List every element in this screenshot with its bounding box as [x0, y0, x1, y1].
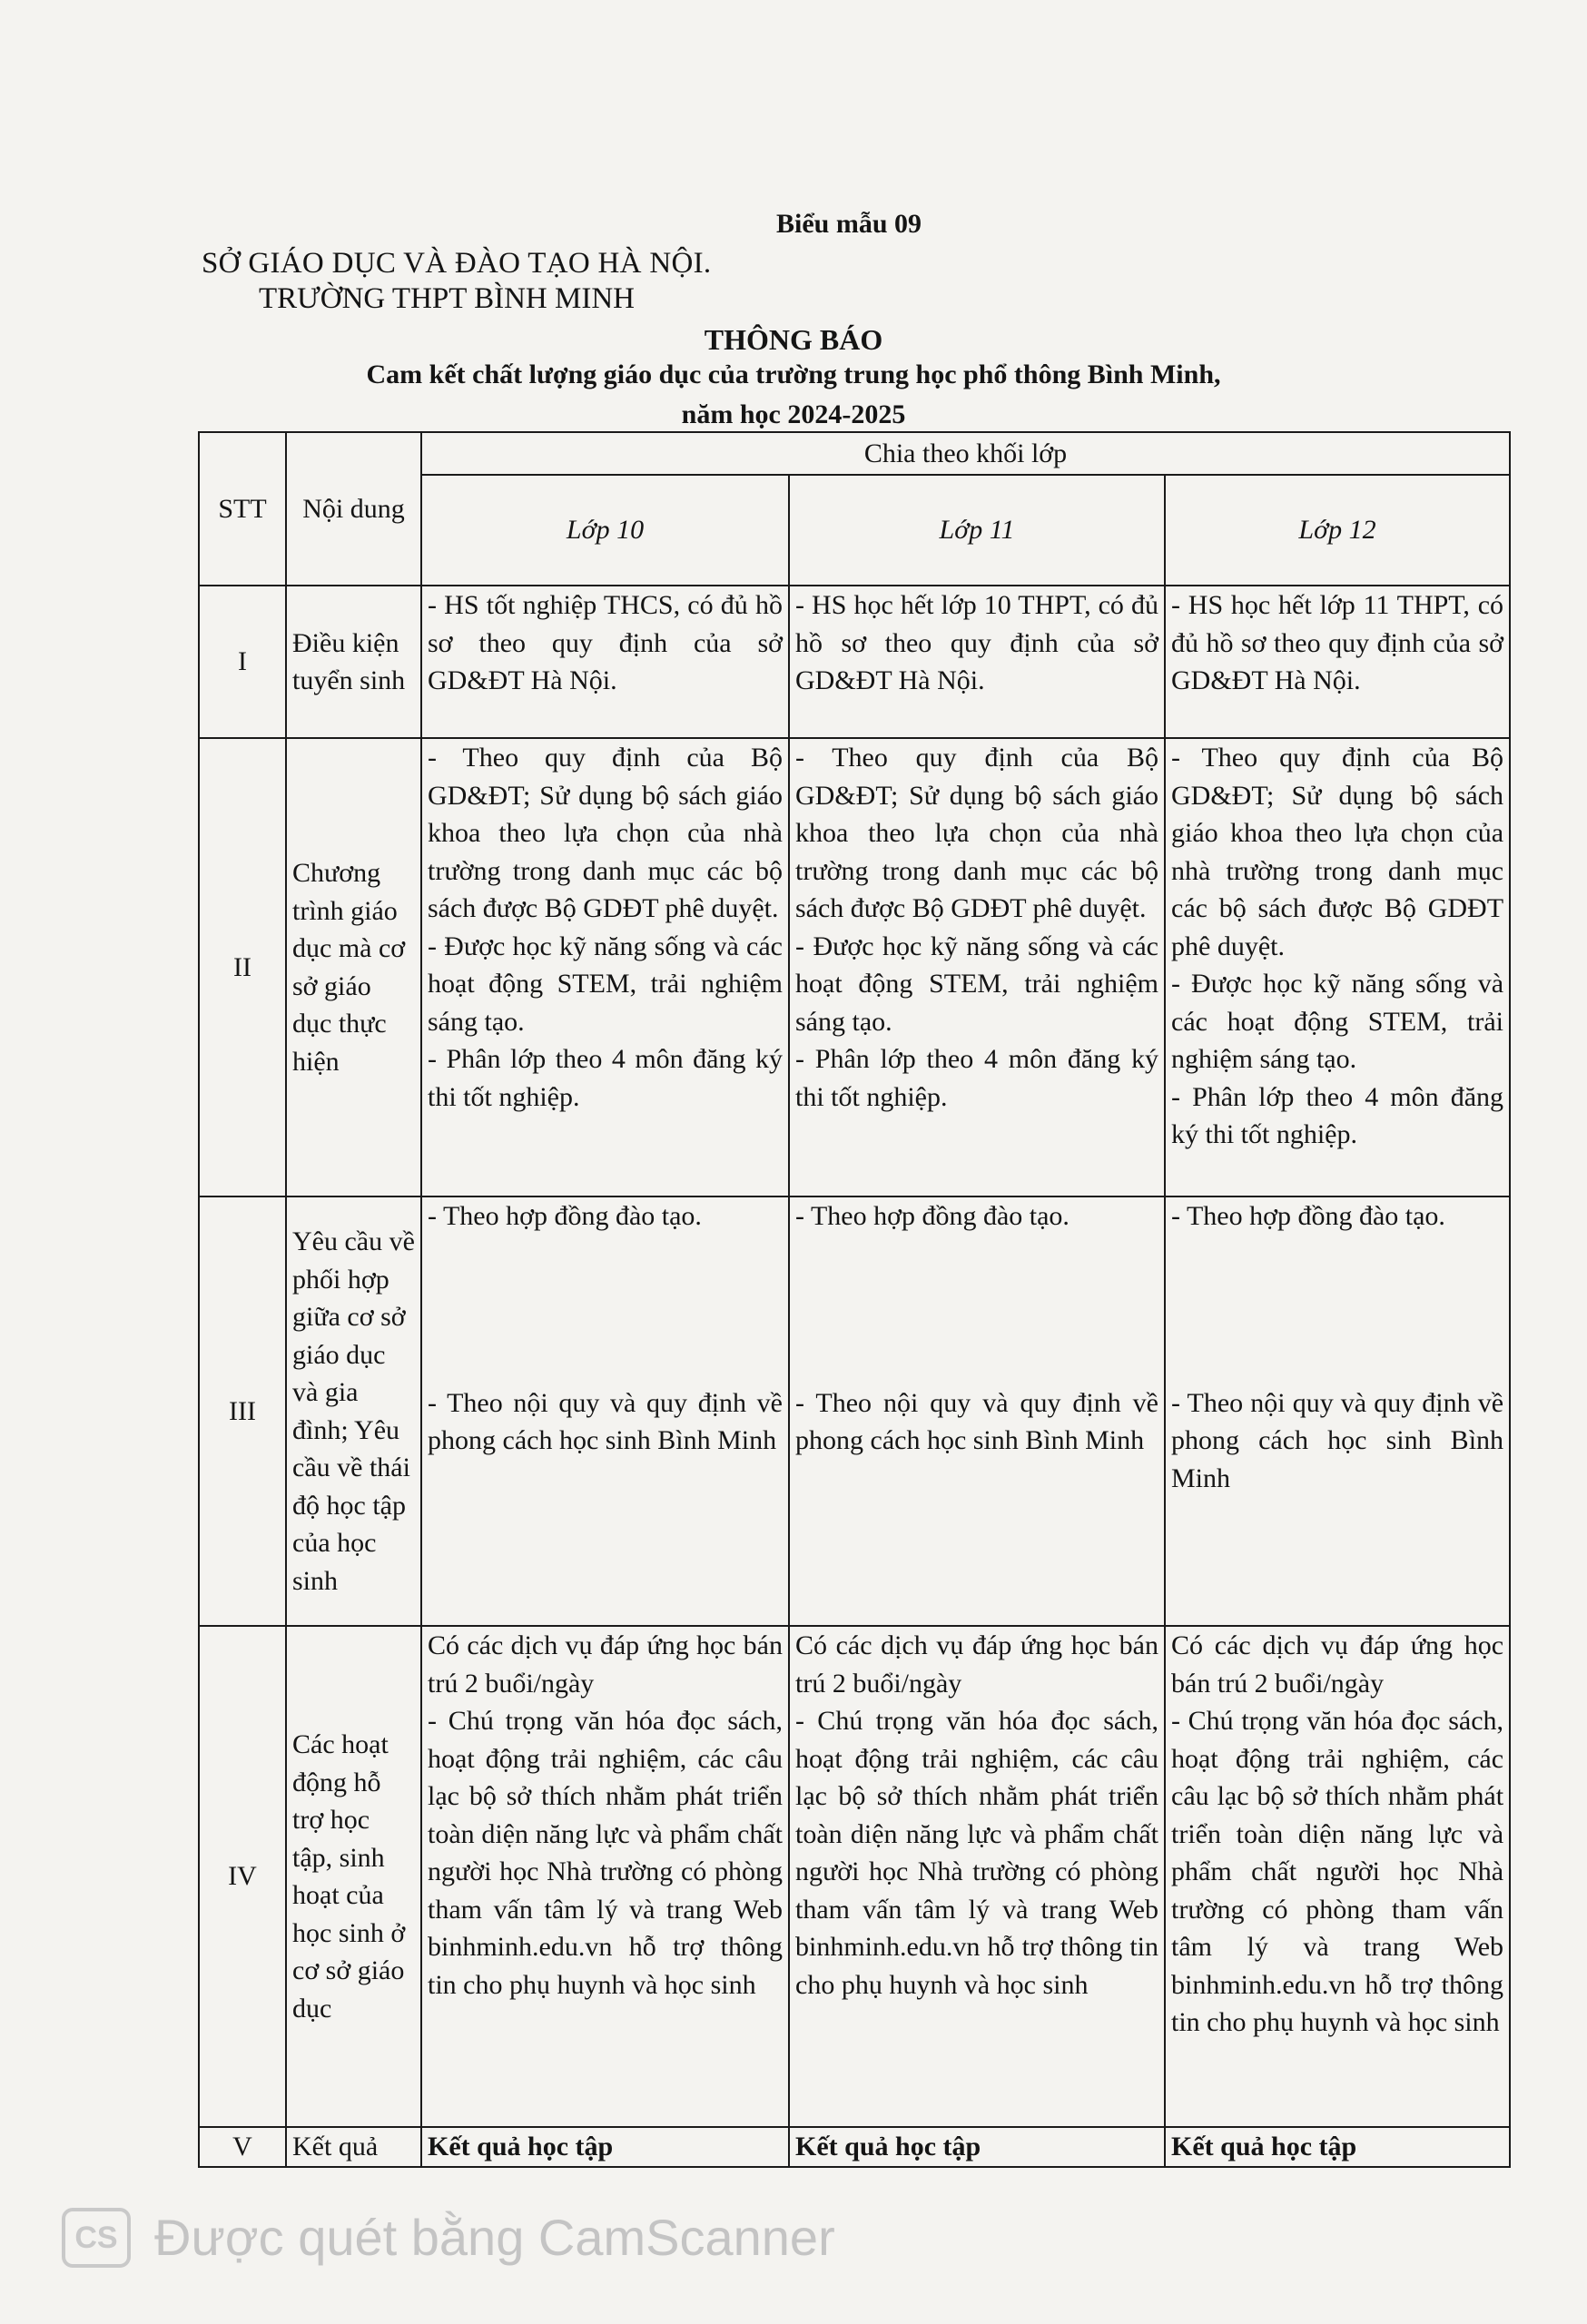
cell-grade-10: - HS tốt nghiệp THCS, có đủ hồ sơ theo quy định của sở GD&ĐT Hà Nội.	[421, 586, 789, 738]
cell-paragraph: - Theo nội quy và quy định về phong cách học sinh Bình Minh	[795, 1387, 1158, 1455]
header-grade-11: Lớp 11	[789, 475, 1165, 586]
cell-paragraph: - Theo quy định của Bộ GD&ĐT; Sử dụng bộ sách giáo khoa theo lựa chọn của nhà trường trong danh mục các bộ sách được Bộ GDĐT phê duyệt.	[795, 743, 1158, 923]
cell-grade-11: - HS học hết lớp 10 THPT, có đủ hồ sơ theo quy định của sở GD&ĐT Hà Nội.	[789, 586, 1165, 738]
row-label: Các hoạt động hỗ trợ học tập, sinh hoạt của học sinh ở cơ sở giáo dục	[286, 1626, 421, 2127]
cell-paragraph: - Phân lớp theo 4 môn đăng ký thi tốt nghiệp.	[795, 1044, 1158, 1112]
table-header-row	[199, 432, 1510, 475]
notice-subtitle: Cam kết chất lượng giáo dục của trường trung học phổ thông Bình Minh,	[366, 359, 1221, 389]
cell-paragraph: - Theo quy định của Bộ GD&ĐT; Sử dụng bộ sách giáo khoa theo lựa chọn của nhà trường trong danh mục các bộ sách được Bộ GDĐT phê duyệt.	[1171, 743, 1504, 961]
table-row	[199, 738, 1510, 1196]
cell-grade-12: - HS học hết lớp 11 THPT, có đủ hồ sơ theo quy định của sở GD&ĐT Hà Nội.	[1165, 586, 1510, 738]
row-label: Chương trình giáo dục mà cơ sở giáo dục thực hiện	[286, 738, 421, 1196]
cell-grade-10	[421, 738, 789, 1196]
cell-paragraph: Có các dịch vụ đáp ứng học bán trú 2 buổi/ngày	[1171, 1630, 1504, 1699]
cell-spacer	[795, 1236, 1158, 1310]
cell-paragraph: - Chú trọng văn hóa đọc sách, hoạt động trải nghiệm, các câu lạc bộ sở thích nhằm phát triển toàn diện năng lực và phẩm chất người học Nhà trường có phòng tham vấn tâm lý và trang Web binhminh.edu.vn hỗ trợ thông tin cho phụ huynh và học sinh	[795, 1706, 1158, 2000]
notice-year: năm học 2024-2025	[681, 399, 906, 429]
cell-spacer	[795, 1310, 1158, 1384]
cell-grade-10	[421, 1196, 789, 1626]
cell-grade-12	[1165, 1196, 1510, 1626]
table-row	[199, 1196, 1510, 1626]
cell-paragraph: - Chú trọng văn hóa đọc sách, hoạt động trải nghiệm, các câu lạc bộ sở thích nhằm phát triển toàn diện năng lực và phẩm chất người học Nhà trường có phòng tham vấn tâm lý và trang Web binhminh.edu.vn hỗ trợ thông tin cho phụ huynh và học sinh	[428, 1706, 783, 2000]
cell-grade-10: Kết quả học tập	[421, 2127, 789, 2167]
table-row	[199, 1626, 1510, 2127]
cell-paragraph: - Được học kỹ năng sống và các hoạt động STEM, trải nghiệm sáng tạo.	[428, 931, 783, 1037]
header-grade-group: Chia theo khối lớp	[421, 432, 1510, 475]
row-number: IV	[199, 1626, 286, 2127]
cell-grade-11: Kết quả học tập	[789, 2127, 1165, 2167]
row-number: I	[199, 586, 286, 738]
department-name: SỞ GIÁO DỤC VÀ ĐÀO TẠO HÀ NỘI.	[202, 247, 712, 280]
row-label: Kết quả	[286, 2127, 421, 2167]
camscanner-logo-icon	[62, 2208, 131, 2268]
cell-spacer	[428, 1236, 783, 1310]
cell-grade-12: Kết quả học tập	[1165, 2127, 1510, 2167]
row-label: Yêu cầu về phối hợp giữa cơ sở giáo dục và gia đình; Yêu cầu về thái độ học tập của học sinh	[286, 1196, 421, 1626]
row-number: V	[199, 2127, 286, 2167]
cell-paragraph: Có các dịch vụ đáp ứng học bán trú 2 buổi/ngày	[795, 1630, 1158, 1699]
header-grade-10: Lớp 10	[421, 475, 789, 586]
school-name: TRƯỜNG THPT BÌNH MINH	[259, 282, 635, 315]
cell-spacer	[1171, 1310, 1503, 1384]
cell-spacer	[1171, 1236, 1503, 1310]
cell-paragraph: Có các dịch vụ đáp ứng học bán trú 2 buổi/ngày	[428, 1630, 783, 1699]
cell-paragraph: - Phân lớp theo 4 môn đăng ký thi tốt nghiệp.	[1171, 1081, 1504, 1149]
camscanner-logo-text: CS	[74, 2221, 118, 2255]
cell-paragraph: - Theo nội quy và quy định về phong cách học sinh Bình Minh	[1171, 1387, 1504, 1493]
cell-grade-12	[1165, 738, 1510, 1196]
cell-spacer	[428, 1310, 783, 1384]
cell-paragraph: - Theo hợp đồng đào tạo.	[795, 1201, 1070, 1231]
cell-paragraph: - Theo hợp đồng đào tạo.	[428, 1201, 702, 1231]
header-stt: STT	[199, 432, 286, 586]
notice-title: THÔNG BÁO	[704, 323, 883, 356]
cell-paragraph: - Theo hợp đồng đào tạo.	[1171, 1201, 1445, 1231]
cell-paragraph: - Được học kỹ năng sống và các hoạt động STEM, trải nghiệm sáng tạo.	[795, 931, 1158, 1037]
cell-grade-10	[421, 1626, 789, 2127]
cell-paragraph: - Theo nội quy và quy định về phong cách học sinh Bình Minh	[428, 1387, 783, 1455]
cell-paragraph: - Phân lớp theo 4 môn đăng ký thi tốt nghiệp.	[428, 1044, 783, 1112]
header-content: Nội dung	[286, 432, 421, 586]
row-label: Điều kiện tuyển sinh	[286, 586, 421, 738]
table-row	[199, 2127, 1510, 2167]
cell-grade-11	[789, 1196, 1165, 1626]
header-grade-12: Lớp 12	[1165, 475, 1510, 586]
cell-paragraph: - Được học kỹ năng sống và các hoạt động STEM, trải nghiệm sáng tạo.	[1171, 969, 1504, 1074]
cell-grade-11	[789, 738, 1165, 1196]
table-row	[199, 586, 1510, 738]
commitment-table	[198, 431, 1511, 2168]
form-code: Biểu mẫu 09	[776, 209, 922, 239]
scanner-watermark: Được quét bằng CamScanner	[154, 2209, 835, 2266]
row-number: III	[199, 1196, 286, 1626]
cell-grade-12	[1165, 1626, 1510, 2127]
row-number: II	[199, 738, 286, 1196]
cell-paragraph: - Theo quy định của Bộ GD&ĐT; Sử dụng bộ sách giáo khoa theo lựa chọn của nhà trường trong danh mục các bộ sách được Bộ GDĐT phê duyệt.	[428, 743, 783, 923]
cell-paragraph: - Chú trọng văn hóa đọc sách, hoạt động trải nghiệm, các câu lạc bộ sở thích nhằm phát triển toàn diện năng lực và phẩm chất người học Nhà trường có phòng tham vấn tâm lý và trang Web binhminh.edu.vn hỗ trợ thông tin cho phụ huynh và học sinh	[1171, 1706, 1504, 2037]
cell-grade-11	[789, 1626, 1165, 2127]
